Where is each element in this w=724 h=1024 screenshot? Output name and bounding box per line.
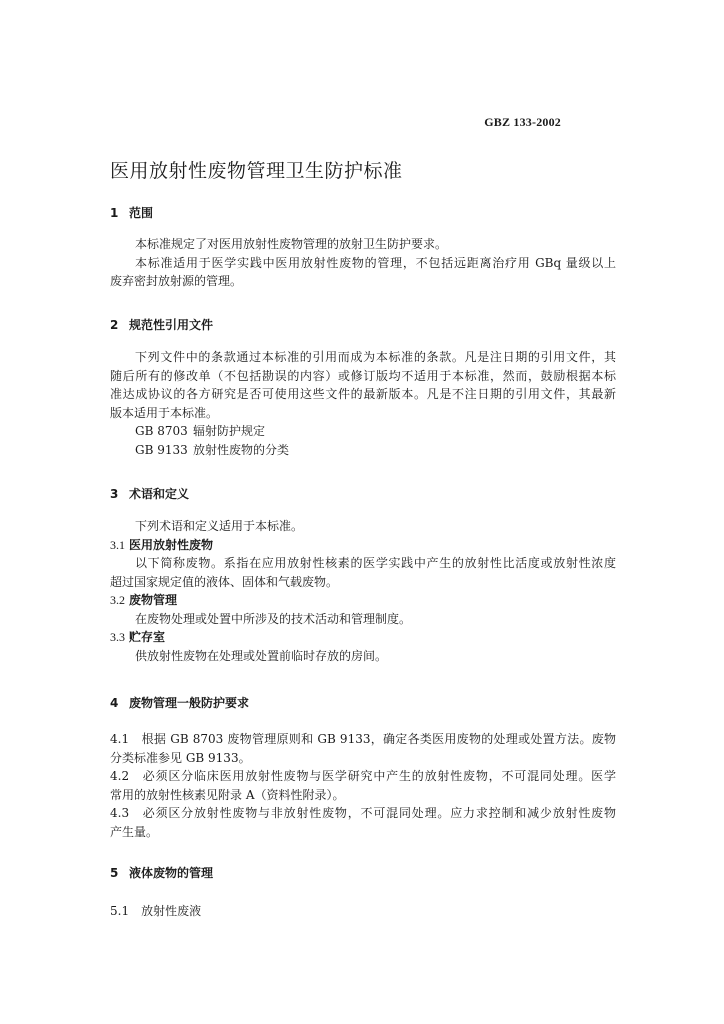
clause-line: 4.2 必须区分临床医用放射性废物与医学研究中产生的放射性废物，不可混同处理。医学 <box>110 769 616 783</box>
section-1-body <box>110 235 616 291</box>
section-1-number: 1 <box>110 206 119 220</box>
term-number: 3.1 <box>110 537 125 552</box>
term-name: 贮存室 <box>129 630 166 644</box>
section-3-intro: 下列术语和定义适用于本标准。 <box>135 519 304 533</box>
term-line: 以下简称废物。系指在应用放射性核素的医学实践中产生的放射性比活度或放射性浓度 <box>135 556 616 570</box>
section-5-heading <box>110 864 213 881</box>
reference-code: GB 9133 <box>135 442 188 457</box>
term-line: 超过国家规定值的液体、固体和气载废物。 <box>110 574 339 589</box>
section-4-number: 4 <box>110 696 119 710</box>
reference-item <box>110 422 616 441</box>
section-1-title: 范围 <box>129 206 154 220</box>
section-3-title: 术语和定义 <box>129 487 190 501</box>
section-3-body <box>110 517 616 665</box>
term-name: 医用放射性废物 <box>129 537 214 552</box>
page-title: 医用放射性废物管理卫生防护标准 <box>110 160 403 182</box>
section-2-line: 版本适用于本标准。 <box>110 405 219 420</box>
clause-line: 产生量。 <box>110 824 159 839</box>
section-3-heading <box>110 485 189 502</box>
section-1-heading <box>110 204 153 221</box>
reference-code: GB 8703 <box>135 424 188 438</box>
section-1-line: 废弃密封放射源的管理。 <box>110 274 243 288</box>
section-2-number: 2 <box>110 318 119 332</box>
section-2-line: 准达成协议的各方研究是否可使用这些文件的最新版本。凡是不注日期的引用文件，其最新 <box>110 387 616 401</box>
section-2-title: 规范性引用文件 <box>129 318 214 332</box>
reference-item <box>110 441 616 460</box>
section-5-title: 液体废物的管理 <box>129 866 214 880</box>
section-2-line: 随后所有的修改单（不包括勘误的内容）或修订版均不适用于本标准，然而，鼓励根据本标 <box>110 368 616 383</box>
clause-line: 4.3 必须区分放射性废物与非放射性废物，不可混同处理。应力求控制和减少放射性废物 <box>110 806 616 820</box>
term-number: 3.2 <box>110 593 125 607</box>
section-2-line: 下列文件中的条款通过本标准的引用而成为本标准的条款。凡是注日期的引用文件，其 <box>135 350 616 364</box>
clause-line: 4.1 根据 GB 8703 废物管理原则和 GB 9133，确定各类医用废物的处理或处置方法。废物 <box>110 732 616 746</box>
section-3-number: 3 <box>110 487 119 501</box>
reference-name: 放射性废物的分类 <box>193 442 290 457</box>
clause-line: 分类标准参见 GB 9133。 <box>110 750 251 765</box>
term-number: 3.3 <box>110 630 125 644</box>
section-4-heading <box>110 694 249 711</box>
section-5-body <box>110 902 616 921</box>
section-5-number: 5 <box>110 866 119 880</box>
section-1-line: 本标准规定了对医用放射性废物管理的放射卫生防护要求。 <box>135 237 448 251</box>
term-heading <box>110 628 616 647</box>
term-heading <box>110 591 616 610</box>
reference-name: 辐射防护规定 <box>193 424 266 438</box>
clause-line: 常用的放射性核素见附录 A（资料性附录）。 <box>110 787 345 802</box>
standard-code: GBZ 133-2002 <box>484 115 561 129</box>
section-4-body <box>110 730 616 841</box>
section-4-title: 废物管理一般防护要求 <box>129 696 250 710</box>
section-2-body <box>110 348 616 459</box>
term-name: 废物管理 <box>129 593 178 607</box>
term-heading <box>110 536 616 555</box>
section-2-heading <box>110 316 213 333</box>
term-line: 在废物处理或处置中所涉及的技术活动和管理制度。 <box>135 611 412 626</box>
term-line: 供放射性废物在处理或处置前临时存放的房间。 <box>135 648 388 663</box>
subsection-5-1: 5.1 放射性废液 <box>110 904 202 918</box>
section-1-line: 本标准适用于医学实践中医用放射性废物的管理，不包括远距离治疗用 GBq 量级以上 <box>135 255 616 270</box>
